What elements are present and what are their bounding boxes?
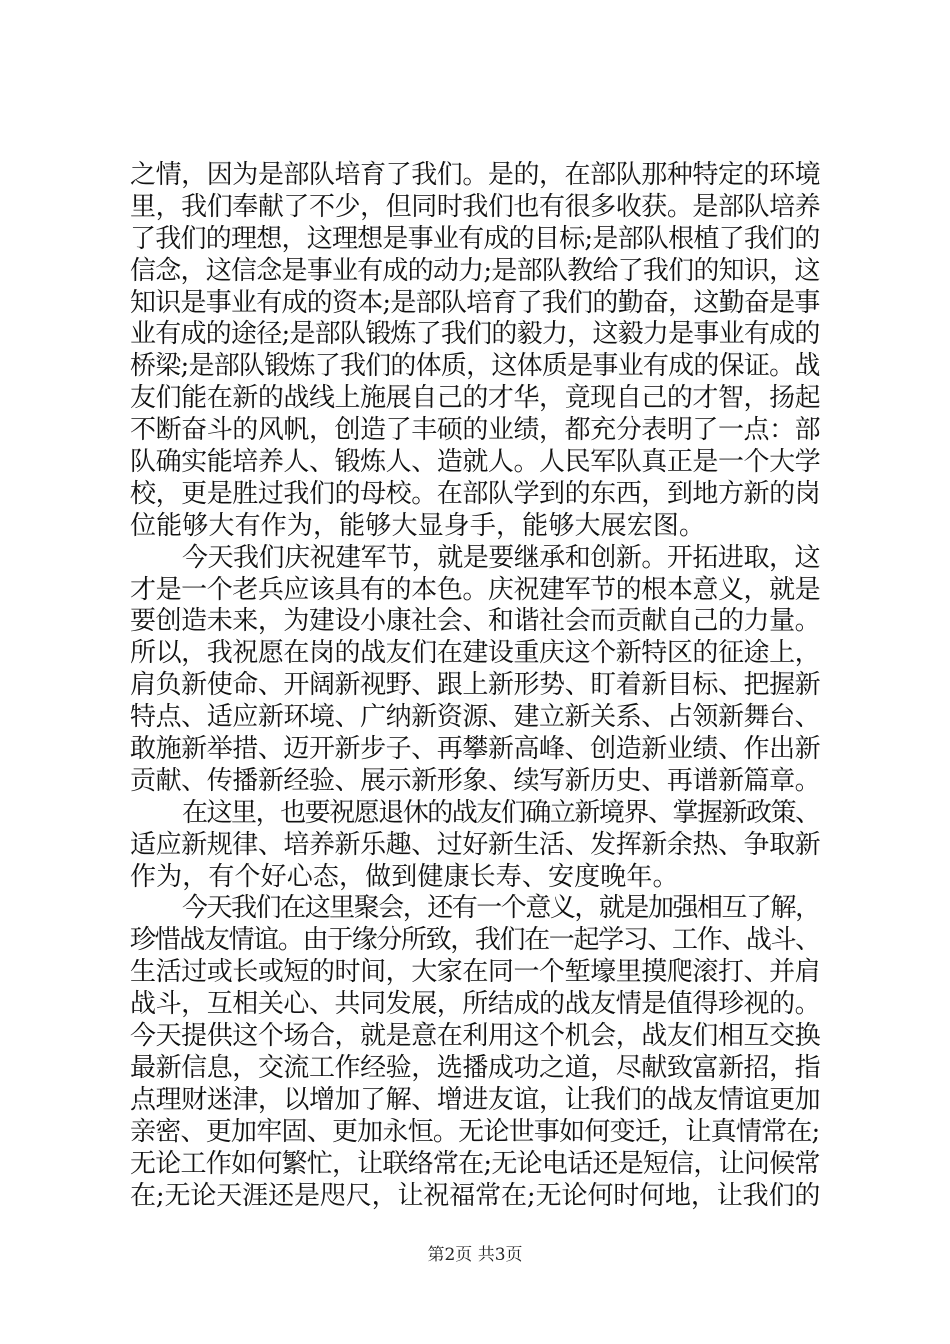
text-line: 知识是事业有成的资本;是部队培育了我们的勤奋，这勤奋是事 (130, 287, 820, 318)
text-line: 珍惜战友情谊。由于缘分所致，我们在一起学习、工作、战斗、 (130, 925, 820, 956)
text-line: 今天我们在这里聚会，还有一个意义，就是加强相互了解， (182, 893, 820, 924)
text-line: 里，我们奉献了不少，但同时我们也有很多收获。是部队培养 (130, 191, 821, 222)
text-line: 信念，这信念是事业有成的动力;是部队教给了我们的知识，这 (130, 255, 820, 286)
text-line: 贡献、传播新经验、展示新形象、续写新历史、再谱新篇章。 (130, 765, 821, 796)
text-line: 肩负新使命、开阔新视野、跟上新形势、盯着新目标、把握新 (130, 670, 821, 701)
text-line: 桥梁;是部队锻炼了我们的体质，这体质是事业有成的保证。战 (130, 351, 820, 382)
text-line: 不断奋斗的风帆，创造了丰硕的业绩，都充分表明了一点：部 (130, 415, 821, 446)
page-footer: 第2页 共3页 (427, 1245, 523, 1265)
text-line: 在这里，也要祝愿退休的战友们确立新境界、掌握新政策、 (182, 797, 820, 828)
text-line: 今天提供这个场合，就是意在利用这个机会，战友们相互交换 (130, 1021, 821, 1052)
text-line: 点理财迷津，以增加了解、增进友谊，让我们的战友情谊更加 (130, 1084, 821, 1115)
text-line: 位能够大有作为，能够大显身手，能够大展宏图。 (130, 510, 706, 541)
text-line: 了我们的理想，这理想是事业有成的目标;是部队根植了我们的 (130, 223, 820, 254)
text-line: 生活过或长或短的时间，大家在同一个堑壕里摸爬滚打、并肩 (130, 957, 821, 988)
text-line: 之情，因为是部队培育了我们。是的，在部队那种特定的环境 (130, 160, 821, 190)
text-line: 友们能在新的战线上施展自己的才华，竟现自己的才智，扬起 (130, 383, 821, 414)
text-line: 最新信息，交流工作经验，选播成功之道，尽献致富新招，指 (130, 1052, 821, 1083)
text-line: 特点、适应新环境、广纳新资源、建立新关系、占领新舞台、 (130, 702, 821, 733)
text-line: 无论工作如何繁忙，让联络常在;无论电话还是短信，让问候常 (130, 1148, 820, 1179)
text-line: 适应新规律、培养新乐趣、过好新生活、发挥新余热、争取新 (130, 829, 821, 860)
text-line: 今天我们庆祝建军节，就是要继承和创新。开拓进取，这 (182, 542, 821, 573)
text-line: 战斗，互相关心、共同发展，所结成的战友情是值得珍视的。 (130, 989, 821, 1020)
text-line: 要创造未来，为建设小康社会、和谐社会而贡献自己的力量。 (130, 606, 821, 637)
document-body (130, 160, 830, 1212)
text-line: 作为，有个好心态，做到健康长寿、安度晚年。 (130, 861, 679, 892)
text-line: 才是一个老兵应该具有的本色。庆祝建军节的根本意义，就是 (130, 574, 821, 605)
text-line: 业有成的途径;是部队锻炼了我们的毅力，这毅力是事业有成的 (130, 319, 820, 350)
text-line: 亲密、更加牢固、更加永恒。无论世事如何变迁，让真情常在; (130, 1116, 820, 1147)
text-line: 校，更是胜过我们的母校。在部队学到的东西，到地方新的岗 (130, 478, 821, 509)
text-line: 在;无论天涯还是咫尺，让祝福常在;无论何时何地，让我们的 (130, 1180, 821, 1211)
text-line: 敢施新举措、迈开新步子、再攀新高峰、创造新业绩、作出新 (130, 734, 821, 765)
text-line: 所以，我祝愿在岗的战友们在建设重庆这个新特区的征途上， (130, 638, 821, 669)
text-line: 队确实能培养人、锻炼人、造就人。人民军队真正是一个大学 (130, 447, 821, 478)
